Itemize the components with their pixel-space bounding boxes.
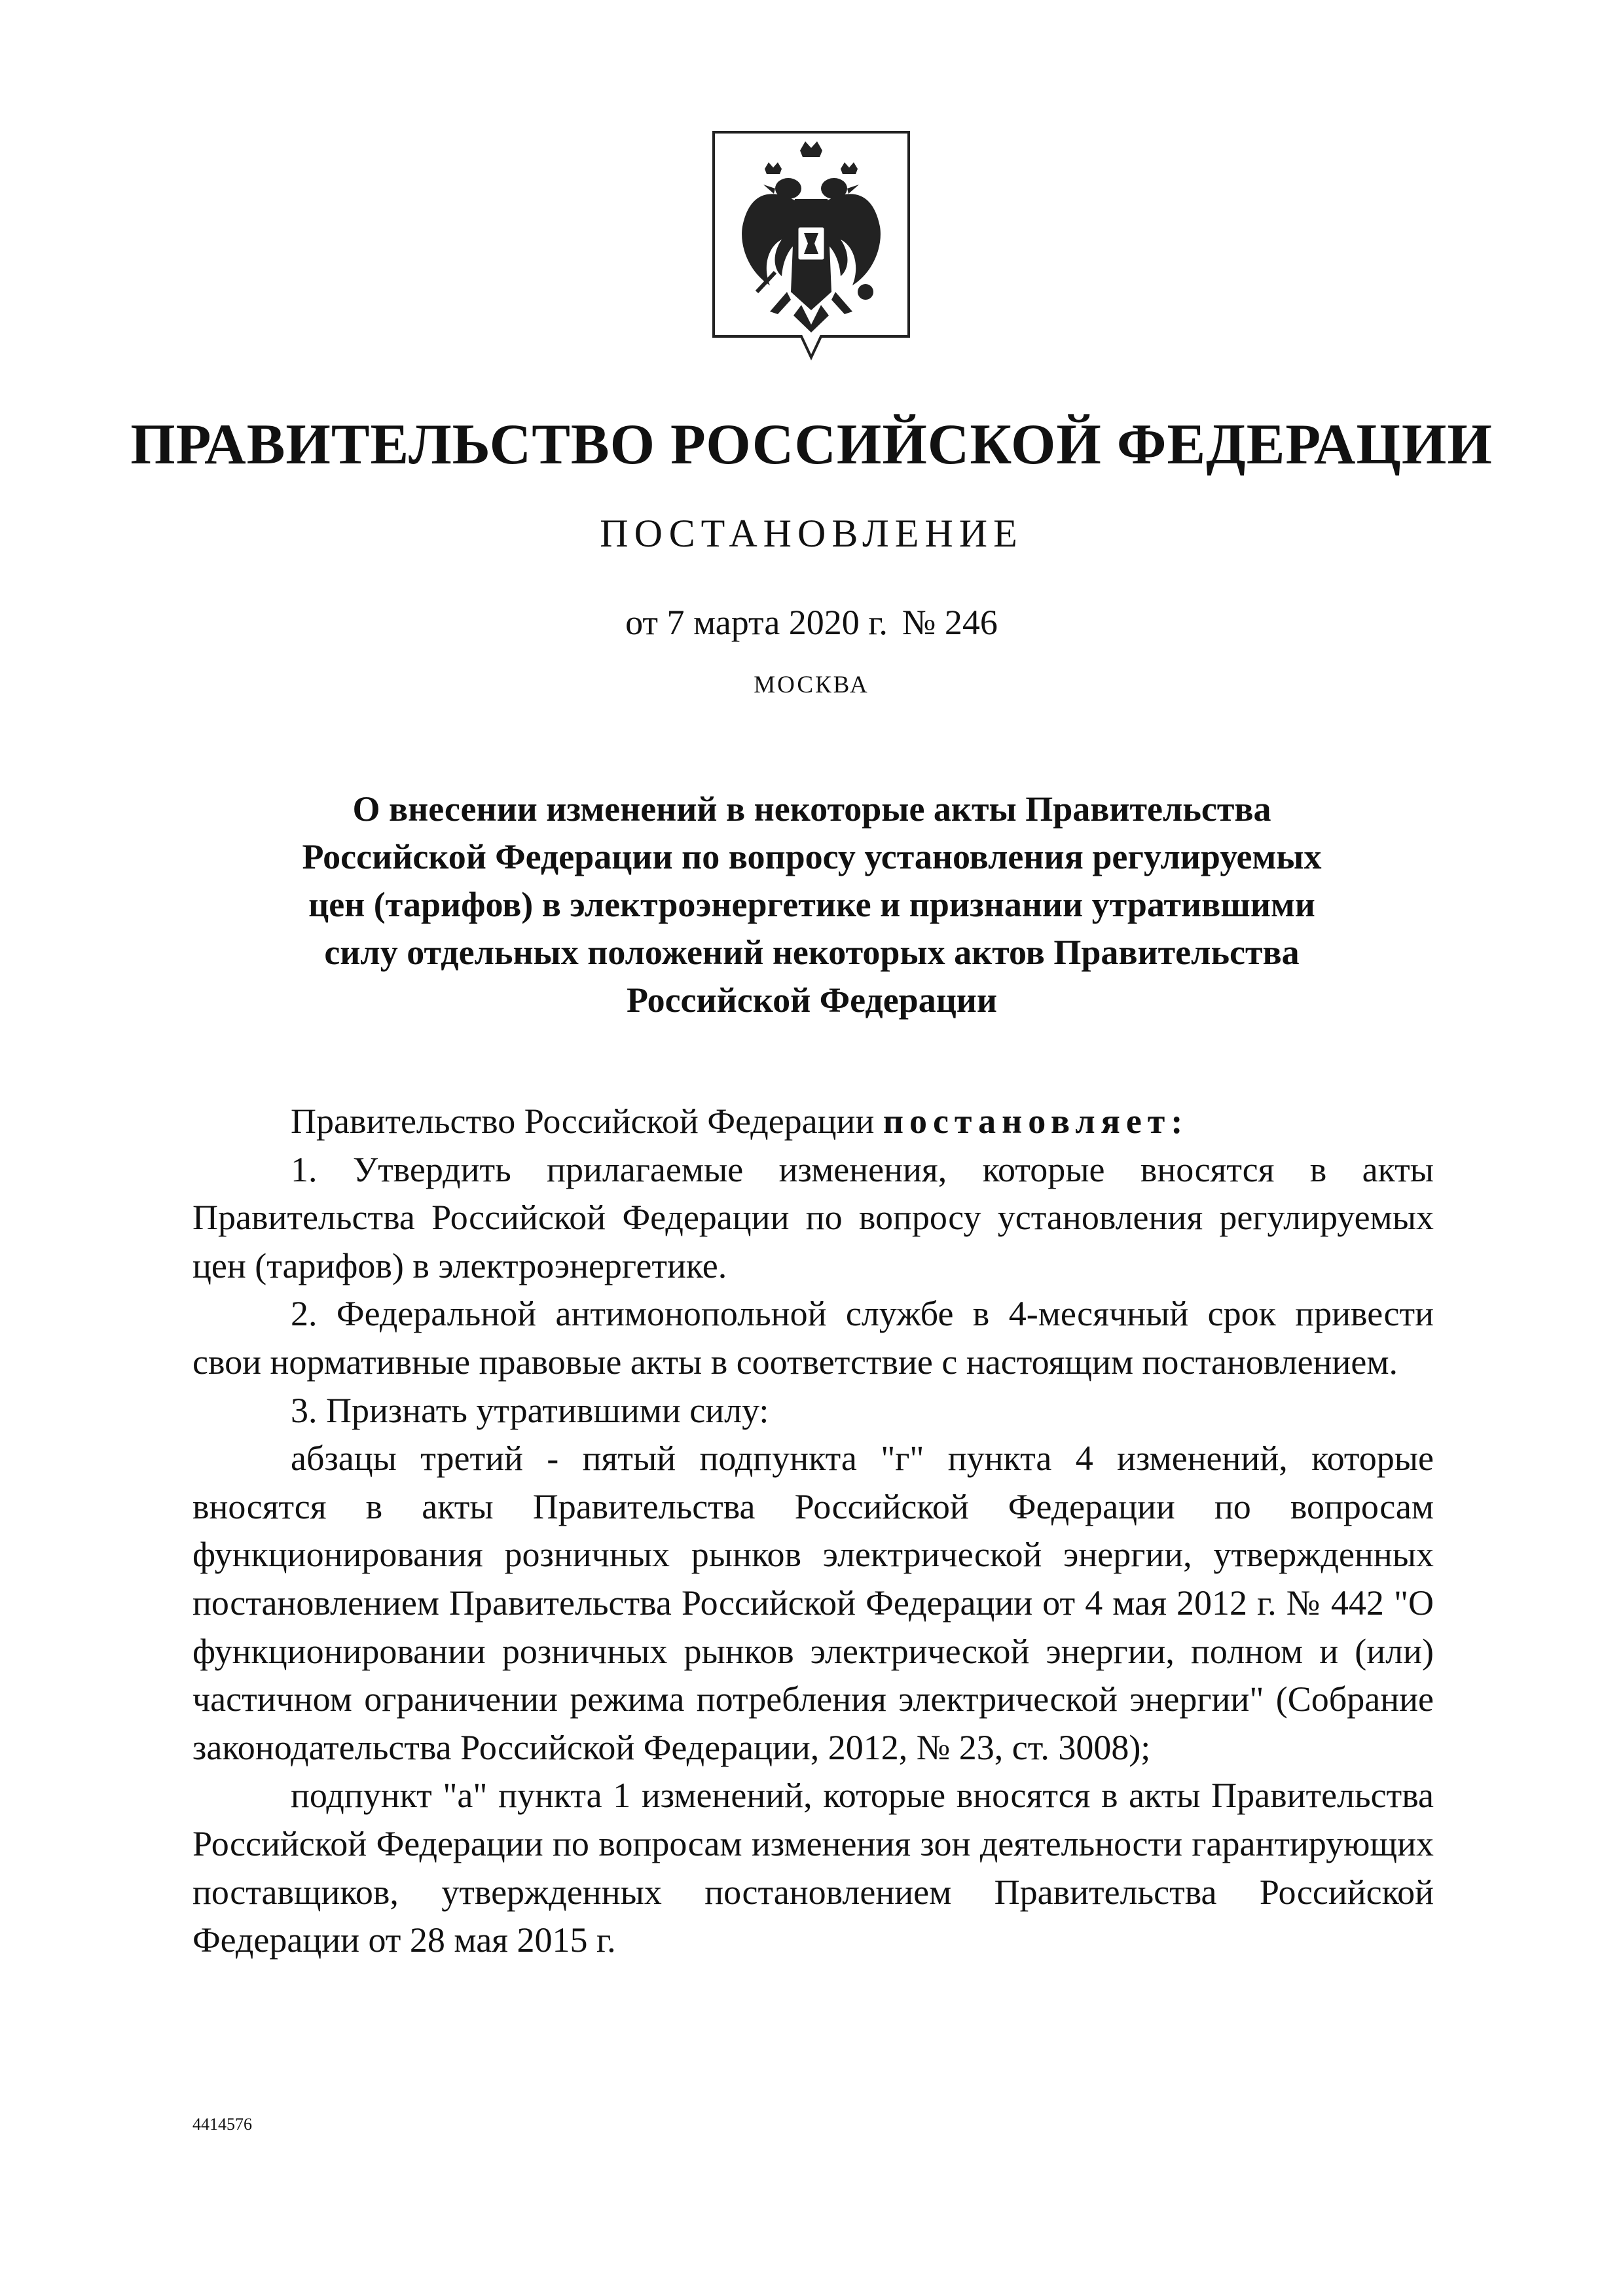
preamble-text: Правительство Российской Федерации — [291, 1102, 883, 1141]
document-date: от 7 марта 2020 г. — [625, 603, 888, 642]
document-type: ПОСТАНОВЛЕНИЕ — [600, 512, 1023, 555]
document-subject — [223, 785, 1401, 1024]
document-body — [192, 1098, 1434, 1965]
city: МОСКВА — [754, 672, 869, 698]
paragraph: 2. Федеральной антимонопольной службе в 4-месячный срок привести свои нормативные правовые акты в соответствие с настоящим постановлением. — [192, 1294, 1434, 1382]
date-line — [0, 600, 1623, 645]
document-number: № 246 — [902, 603, 998, 642]
paragraph: абзацы третий - пятый подпункта "г" пункта 4 изменений, которые вносятся в акты Правительства Российской Федерации по вопросам функционирования розничных рынков электрической энергии, утвержденных постановлением Правительства Российской Федерации от 4 мая 2012 г. № 442 "О функционировании розничных рынков электрической энергии, полном и (или) частичном ограничении режима потребления электрической энергии" (Собрание законодательства Российской Федерации, 2012, № 23, ст. 3008); — [192, 1439, 1434, 1767]
subject-line: О внесении изменений в некоторые акты Правительства — [352, 789, 1271, 829]
paragraph: подпункт "а" пункта 1 изменений, которые вносятся в акты Правительства Российской Федерации по вопросам изменения зон деятельности гарантирующих поставщиков, утвержденных постановлением Правительства Российской Федерации от 28 мая 2015 г. — [192, 1776, 1434, 1960]
document-code: 4414576 — [192, 2115, 252, 2134]
subject-line: Российской Федерации — [626, 980, 998, 1020]
paragraph: 1. Утвердить прилагаемые изменения, которые вносятся в акты Правительства Российской Федерации по вопросу установления регулируемых цен (тарифов) в электроэнергетике. — [192, 1149, 1434, 1285]
decree-word: постановляет: — [883, 1102, 1189, 1141]
coat-of-arms-icon — [710, 128, 913, 361]
government-title: ПРАВИТЕЛЬСТВО РОССИЙСКОЙ ФЕДЕРАЦИИ — [130, 413, 1493, 476]
subject-line: цен (тарифов) в электроэнергетике и признании утратившими — [308, 885, 1315, 924]
subject-line: Российской Федерации по вопросу установления регулируемых — [302, 837, 1322, 876]
preamble — [192, 1098, 1434, 1146]
paragraph: 3. Признать утратившими силу: — [291, 1390, 769, 1430]
subject-line: силу отдельных положений некоторых актов Правительства — [324, 933, 1300, 972]
